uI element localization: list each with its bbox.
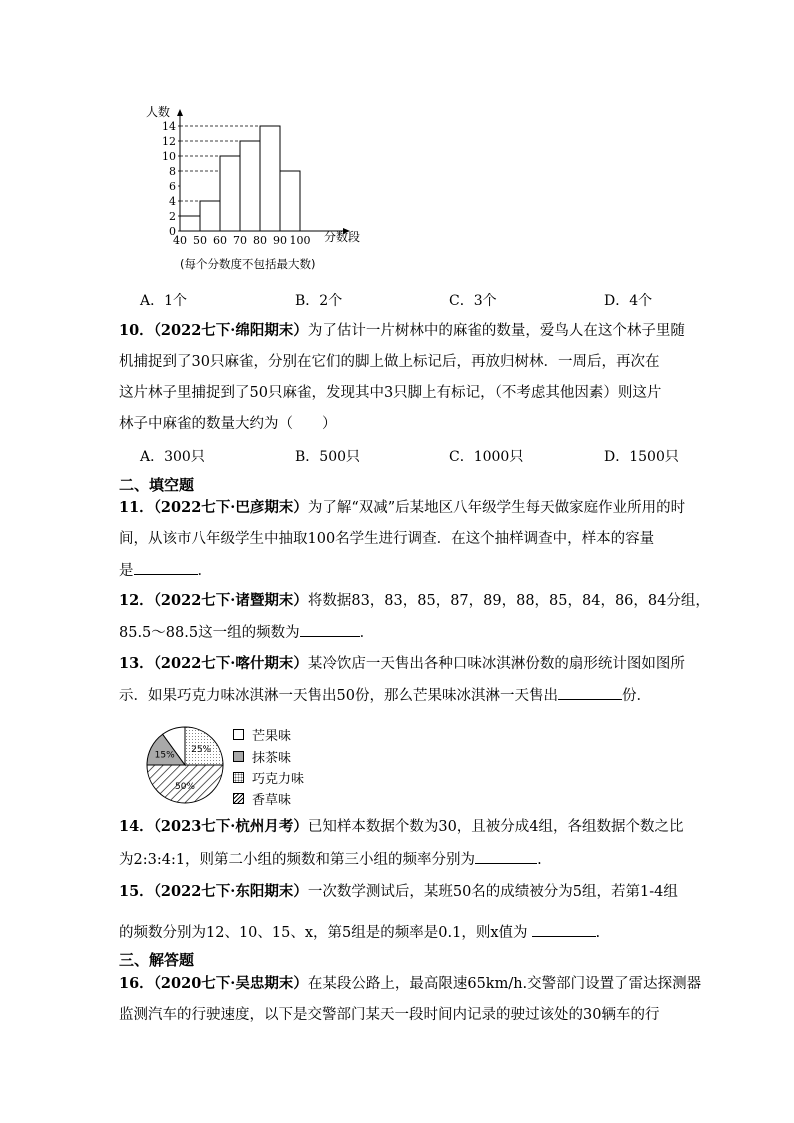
q13-answer-blank[interactable] <box>558 685 622 700</box>
pie-chart <box>140 720 230 810</box>
bar-50-60 <box>200 201 220 231</box>
x-tick-label: 80 <box>253 234 267 247</box>
histogram-chart <box>140 98 380 278</box>
q13-text-2b: 份． <box>621 688 651 704</box>
q12-text-1: 将数据83，83，85，87，89，88，85，84，86，84分组， <box>307 593 710 609</box>
q12-line-2 <box>119 622 374 643</box>
q10-option-b[interactable]: B．500只 <box>295 449 361 465</box>
q14-source: （2023七下·杭州月考） <box>153 818 308 835</box>
chart-xlabel: 分数段 <box>324 230 361 244</box>
q15-line-2 <box>119 922 600 943</box>
chart-ylabel: 人数 <box>146 105 171 119</box>
q14-line-1 <box>119 817 684 837</box>
q13-text-2a: 示．如果巧克力味冰淇淋一天售出50份，那么芒果味冰淇淋一天售出 <box>119 688 558 704</box>
section-answer-heading: 三、解答题 <box>119 951 195 969</box>
q15-text-1: 一次数学测试后，某班50名的成绩被分为5组，若第1-4组 <box>307 884 678 900</box>
q12-number: 12． <box>119 592 154 609</box>
q11-line-3 <box>119 560 212 581</box>
bar-90-100 <box>280 171 300 231</box>
q9-option-a[interactable]: A．1个 <box>140 293 188 309</box>
legend-item-vanilla <box>233 789 291 808</box>
bar-60-70 <box>220 156 240 231</box>
q10-number: 10． <box>119 322 154 339</box>
legend-label-matcha: 抹茶味 <box>252 751 292 766</box>
q14-text-2a: 为2:3:4:1，则第二小组的频数和第三小组的频率分别为 <box>119 852 476 868</box>
q11-text-3a: 是 <box>119 563 134 579</box>
q10-option-a[interactable]: A．300只 <box>140 449 205 465</box>
y-tick-label: 10 <box>162 150 176 163</box>
q14-number: 14． <box>119 818 154 835</box>
q15-text-2a: 的频数分别为12、10、15、x，第5组是的频率是0.1，则x值为 <box>119 925 528 941</box>
q12-line-1 <box>119 591 710 611</box>
y-tick-label: 6 <box>169 180 176 193</box>
q16-text-1: 在某段公路上，最高限速65km/h.交警部门设置了雷达探测器 <box>307 976 702 992</box>
q12-text-2b: ． <box>359 625 375 641</box>
q9-option-b[interactable]: B．2个 <box>295 293 343 309</box>
q11-number: 11． <box>119 499 154 516</box>
pie-slice-label: 50% <box>174 781 196 792</box>
q13-text-1: 某冷饮店一天售出各种口味冰淇淋份数的扇形统计图如图所 <box>307 656 685 672</box>
legend-swatch-matcha <box>233 751 244 762</box>
x-tick-label: 100 <box>289 234 311 247</box>
q10-option-c[interactable]: C．1000只 <box>449 449 524 465</box>
x-tick-label: 70 <box>233 234 247 247</box>
q16-line-1 <box>119 974 701 994</box>
q16-number: 16． <box>119 975 154 992</box>
q9-option-c[interactable]: C．3个 <box>449 293 497 309</box>
q10-option-d[interactable]: D．1500只 <box>604 449 679 465</box>
legend-swatch-mango <box>233 729 244 740</box>
q12-answer-blank[interactable] <box>300 622 360 637</box>
q11-text-3b: ． <box>197 563 212 579</box>
q10-line-1 <box>119 321 685 341</box>
chart-yticks <box>162 120 180 238</box>
q13-source: （2022七下·喀什期末） <box>153 655 308 672</box>
bar-80-90 <box>260 126 280 231</box>
q14-answer-blank[interactable] <box>475 849 537 864</box>
y-tick-label: 0 <box>169 225 176 238</box>
legend-item-mango <box>233 725 291 744</box>
x-tick-label: 50 <box>193 234 207 247</box>
bar-70-80 <box>240 141 260 231</box>
y-tick-label: 2 <box>169 210 176 223</box>
chart-xticks <box>173 234 311 247</box>
legend-swatch-chocolate <box>233 772 244 783</box>
q14-text-2b: . <box>537 852 542 868</box>
pie-slice-label: 15% <box>154 750 175 761</box>
q10-line-3: 这片林子里捕捉到了50只麻雀，发现其中3只脚上有标记，（不考虑其他因素）则这片 <box>119 385 662 401</box>
q15-answer-blank[interactable] <box>532 922 596 937</box>
x-tick-label: 40 <box>173 234 187 247</box>
legend-label-chocolate: 巧克力味 <box>252 772 305 787</box>
pie-slice-label: 25% <box>191 744 212 755</box>
y-tick-label: 8 <box>169 165 176 178</box>
legend-item-matcha <box>233 747 291 766</box>
q15-number: 15． <box>119 883 154 900</box>
q14-text-1: 已知样本数据个数为30，且被分成4组，各组数据个数之比 <box>307 819 684 835</box>
chart-caption: (每个分数度不包括最大数) <box>180 257 316 271</box>
bar-40-50 <box>180 216 200 231</box>
q12-text-2a: 85.5～88.5这一组的频数为 <box>119 625 300 641</box>
q15-text-2b: . <box>595 925 601 941</box>
q10-source: （2022七下·绵阳期末） <box>153 322 308 339</box>
q15-line-1 <box>119 882 678 902</box>
q13-line-1 <box>119 654 685 674</box>
q12-source: （2022七下·诸暨期末） <box>153 592 308 609</box>
legend-label-vanilla: 香草味 <box>252 793 292 808</box>
q10-text-1: 为了估计一片树林中的麻雀的数量，爱鸟人在这个林子里随 <box>307 323 685 339</box>
legend-label-mango: 芒果味 <box>252 729 292 744</box>
q10-line-2: 机捕捉到了30只麻雀，分别在它们的脚上做上标记后，再放归树林．一周后，再次在 <box>119 354 660 370</box>
legend-item-chocolate <box>233 768 304 787</box>
q13-line-2 <box>119 685 651 706</box>
legend-swatch-vanilla <box>233 793 244 804</box>
q11-answer-blank[interactable] <box>134 560 198 575</box>
q11-line-1 <box>119 498 685 518</box>
x-tick-label: 60 <box>213 234 227 247</box>
q16-source: （2020七下·吴忠期末） <box>153 975 308 992</box>
q13-number: 13． <box>119 655 154 672</box>
q9-option-d[interactable]: D．4个 <box>604 293 653 309</box>
chart-bars <box>180 126 300 231</box>
y-tick-label: 4 <box>169 195 176 208</box>
q16-line-2: 监测汽车的行驶速度，以下是交警部门某天一段时间内记录的驶过该处的30辆车的行 <box>119 1007 660 1023</box>
y-axis-arrow <box>177 109 183 116</box>
y-tick-label: 12 <box>162 135 176 148</box>
q11-text-1: 为了解“双减”后某地区八年级学生每天做家庭作业所用的时 <box>307 500 686 516</box>
q11-source: （2022七下·巴彦期末） <box>153 499 308 516</box>
q10-line-4: 林子中麻雀的数量大约为（ ） <box>119 416 337 432</box>
x-tick-label: 90 <box>273 234 287 247</box>
q14-line-2 <box>119 849 542 870</box>
q15-source: （2022七下·东阳期末） <box>153 883 308 900</box>
q11-line-2: 间，从该市八年级学生中抽取100名学生进行调查．在这个抽样调查中，样本的容量 <box>119 531 655 547</box>
section-fill-in-heading: 二、填空题 <box>119 476 195 494</box>
y-tick-label: 14 <box>162 120 176 133</box>
